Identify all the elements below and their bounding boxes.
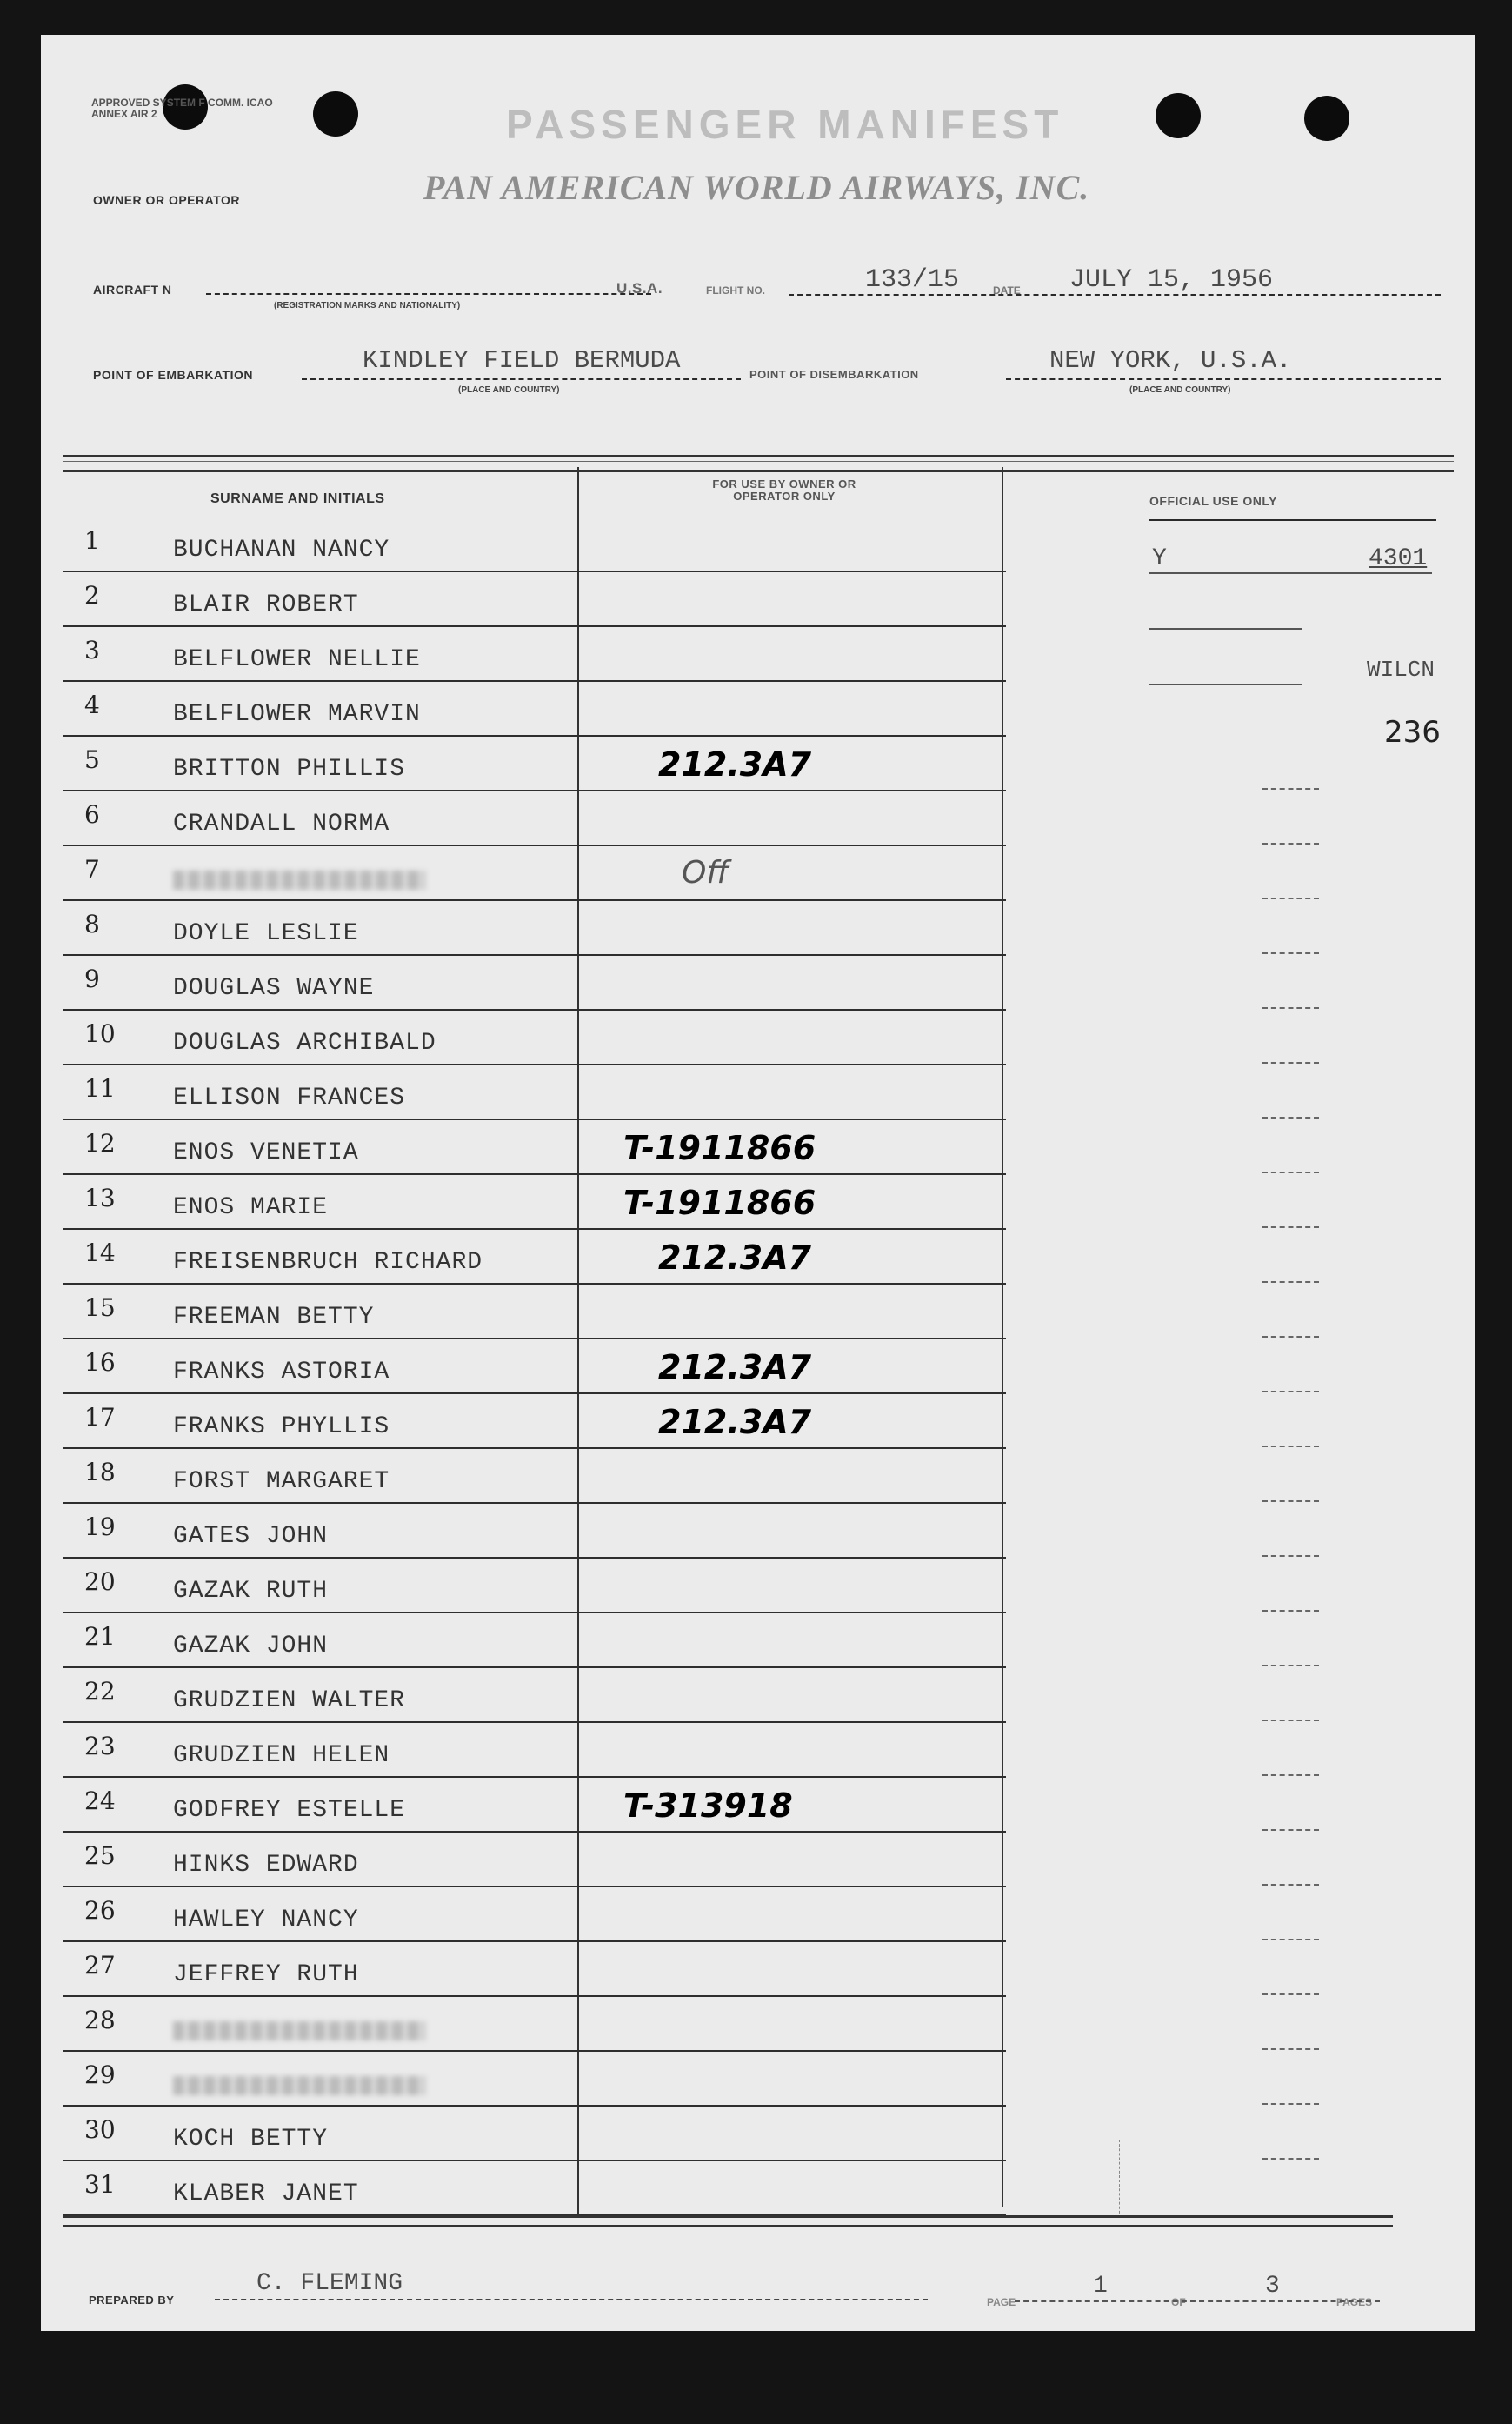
official-tick xyxy=(1262,1172,1319,1173)
official-tick xyxy=(1262,1993,1319,1995)
company-name: PAN AMERICAN WORLD AIRWAYS, INC. xyxy=(423,168,1090,207)
passenger-name: FRANKS PHYLLIS xyxy=(173,1413,390,1440)
official-236: 236 xyxy=(1384,715,1441,750)
date-label: DATE xyxy=(993,284,1021,297)
passenger-name: FREEMAN BETTY xyxy=(173,1304,375,1331)
official-tick xyxy=(1262,2158,1319,2160)
official-tick xyxy=(1262,843,1319,845)
approval-stamp: APPROVED SYSTEM F COMM. ICAO ANNEX AIR 2 xyxy=(91,97,273,120)
passenger-name: ENOS MARIE xyxy=(173,1194,329,1221)
official-tick xyxy=(1262,1117,1319,1119)
row-number: 19 xyxy=(84,1512,116,1541)
passenger-name: BELFLOWER NELLIE xyxy=(173,646,421,673)
official-tick xyxy=(1262,1829,1319,1831)
row-divider xyxy=(63,1392,1006,1394)
passenger-name: DOYLE LESLIE xyxy=(173,920,359,947)
footer-rule xyxy=(63,2215,1393,2227)
passenger-name: BRITTON PHILLIS xyxy=(173,756,406,783)
passenger-name: HAWLEY NANCY xyxy=(173,1906,359,1933)
official-tick xyxy=(1262,1336,1319,1338)
punch-hole xyxy=(1156,93,1201,138)
row-number: 29 xyxy=(84,2060,116,2089)
punch-hole xyxy=(313,91,358,137)
passenger-name: DOUGLAS ARCHIBALD xyxy=(173,1030,436,1057)
official-tick xyxy=(1262,1665,1319,1666)
official-tick xyxy=(1262,1774,1319,1776)
official-tick xyxy=(1262,1500,1319,1502)
passenger-name: GRUDZIEN WALTER xyxy=(173,1687,406,1714)
official-tick xyxy=(1262,1939,1319,1940)
passenger-name: ENOS VENETIA xyxy=(173,1139,359,1166)
row-number: 8 xyxy=(84,910,100,938)
header-rule-inner xyxy=(63,461,1454,462)
official-tick xyxy=(1262,1226,1319,1228)
passenger-name: GAZAK RUTH xyxy=(173,1578,329,1605)
row-number: 31 xyxy=(84,2170,116,2199)
row-number: 28 xyxy=(84,2006,116,2034)
row-number: 3 xyxy=(84,636,100,664)
official-tick xyxy=(1262,1391,1319,1392)
official-line xyxy=(1149,519,1436,521)
official-tick xyxy=(1262,898,1319,899)
redacted-name xyxy=(173,2076,425,2095)
official-tick xyxy=(1262,1555,1319,1557)
column-divider xyxy=(577,467,579,2215)
aircraft-line xyxy=(206,293,651,295)
row-divider xyxy=(63,2160,1006,2161)
passenger-name: FORST MARGARET xyxy=(173,1468,390,1495)
row-divider xyxy=(63,1776,1006,1778)
official-line xyxy=(1149,684,1302,685)
row-divider xyxy=(63,1666,1006,1668)
row-divider xyxy=(63,1612,1006,1613)
passenger-name: ELLISON FRANCES xyxy=(173,1085,406,1112)
aircraft-sub: (REGISTRATION MARKS AND NATIONALITY) xyxy=(274,301,461,311)
row-divider xyxy=(63,1831,1006,1833)
passenger-name: BUCHANAN NANCY xyxy=(173,537,390,564)
row-number: 18 xyxy=(84,1458,116,1486)
aircraft-label: AIRCRAFT N xyxy=(93,283,172,297)
official-y: Y xyxy=(1152,545,1167,572)
column-owner-use: FOR USE BY OWNER OR OPERATOR ONLY xyxy=(712,477,856,503)
official-tick xyxy=(1262,2103,1319,2105)
passenger-name: HINKS EDWARD xyxy=(173,1852,359,1879)
passenger-name: GATES JOHN xyxy=(173,1523,329,1550)
row-divider xyxy=(63,1940,1006,1942)
row-divider xyxy=(63,625,1006,627)
operator-note: Off xyxy=(682,855,729,891)
operator-note: 212.3A7 xyxy=(658,745,812,784)
row-number: 13 xyxy=(84,1184,116,1212)
owner-label: OWNER OR OPERATOR xyxy=(93,193,240,207)
row-divider xyxy=(63,899,1006,901)
row-divider xyxy=(63,1886,1006,1887)
passenger-name: BLAIR ROBERT xyxy=(173,591,359,618)
official-tick xyxy=(1262,1884,1319,1886)
manifest-sheet xyxy=(41,35,1475,2331)
row-divider xyxy=(63,1557,1006,1559)
official-tick xyxy=(1262,1281,1319,1283)
embarkation-sub: (PLACE AND COUNTRY) xyxy=(458,385,560,395)
passenger-name: FREISENBRUCH RICHARD xyxy=(173,1249,483,1276)
official-line xyxy=(1149,572,1432,574)
official-wilcn: WILCN xyxy=(1367,657,1435,683)
row-number: 6 xyxy=(84,800,100,829)
row-number: 12 xyxy=(84,1129,116,1158)
page-label: PAGE xyxy=(987,2296,1016,2308)
row-divider xyxy=(63,1228,1006,1230)
header-rule xyxy=(63,455,1454,472)
row-divider xyxy=(63,2050,1006,2052)
passenger-name: GRUDZIEN HELEN xyxy=(173,1742,390,1769)
passenger-name: JEFFREY RUTH xyxy=(173,1961,359,1988)
operator-note: 212.3A7 xyxy=(658,1239,812,1277)
usa-label: U.S.A. xyxy=(616,280,663,297)
row-number: 1 xyxy=(84,526,100,555)
disembarkation-label: POINT OF DISEMBARKATION xyxy=(749,368,919,381)
row-divider xyxy=(63,1502,1006,1504)
flight-number: 133/15 xyxy=(865,265,960,295)
official-tick xyxy=(1262,1720,1319,1721)
row-number: 11 xyxy=(84,1074,116,1103)
column-divider xyxy=(1119,2140,1120,2218)
passenger-name: DOUGLAS WAYNE xyxy=(173,975,375,1002)
official-line xyxy=(1149,628,1302,630)
row-divider xyxy=(63,790,1006,791)
page-total: 3 xyxy=(1265,2273,1280,2300)
row-number: 7 xyxy=(84,855,100,884)
passenger-name: GODFREY ESTELLE xyxy=(173,1797,406,1824)
prepared-by: C. FLEMING xyxy=(256,2270,403,2297)
official-tick xyxy=(1262,1610,1319,1612)
row-number: 5 xyxy=(84,745,100,774)
passenger-name: CRANDALL NORMA xyxy=(173,811,390,838)
row-divider xyxy=(63,1009,1006,1011)
official-number: 4301 xyxy=(1369,545,1428,572)
punch-hole xyxy=(1304,96,1349,141)
disembarkation-sub: (PLACE AND COUNTRY) xyxy=(1129,385,1231,395)
page-line xyxy=(1015,2300,1380,2302)
row-number: 4 xyxy=(84,691,100,719)
row-divider xyxy=(63,571,1006,572)
row-number: 26 xyxy=(84,1896,116,1925)
row-number: 10 xyxy=(84,1019,116,1048)
row-divider xyxy=(63,1173,1006,1175)
row-number: 21 xyxy=(84,1622,116,1651)
prepared-line xyxy=(215,2299,928,2300)
passenger-name: KLABER JANET xyxy=(173,2180,359,2207)
row-divider xyxy=(63,954,1006,956)
row-divider xyxy=(63,1283,1006,1285)
row-number: 15 xyxy=(84,1293,116,1322)
row-number: 24 xyxy=(84,1786,116,1815)
flight-line xyxy=(789,294,1441,296)
pages-label: PAGES xyxy=(1336,2296,1373,2308)
column-divider xyxy=(1002,467,1003,2207)
row-divider xyxy=(63,845,1006,846)
passenger-name: KOCH BETTY xyxy=(173,2126,329,2153)
row-number: 14 xyxy=(84,1239,116,1267)
operator-note: T-1911866 xyxy=(623,1129,816,1167)
redacted-name xyxy=(173,871,425,890)
row-number: 20 xyxy=(84,1567,116,1596)
row-number: 9 xyxy=(84,965,100,993)
row-divider xyxy=(63,2105,1006,2107)
row-divider xyxy=(63,1721,1006,1723)
embarkation-label: POINT OF EMBARKATION xyxy=(93,368,253,382)
embarkation-value: KINDLEY FIELD BERMUDA xyxy=(363,346,681,375)
embarkation-line xyxy=(302,378,741,380)
passenger-name: BELFLOWER MARVIN xyxy=(173,701,421,728)
row-number: 17 xyxy=(84,1403,116,1432)
official-tick xyxy=(1262,2048,1319,2050)
column-surname: SURNAME AND INITIALS xyxy=(210,491,385,506)
passenger-name: GAZAK JOHN xyxy=(173,1633,329,1659)
row-divider xyxy=(63,680,1006,682)
row-number: 25 xyxy=(84,1841,116,1870)
row-number: 23 xyxy=(84,1732,116,1760)
of-label: OF xyxy=(1171,2296,1186,2308)
page-number: 1 xyxy=(1093,2273,1108,2300)
row-divider xyxy=(63,1447,1006,1449)
row-number: 22 xyxy=(84,1677,116,1706)
row-number: 27 xyxy=(84,1951,116,1980)
disembarkation-line xyxy=(1006,378,1441,380)
row-divider xyxy=(63,1064,1006,1065)
operator-note: T-1911866 xyxy=(623,1184,816,1222)
redacted-name xyxy=(173,2021,425,2040)
official-tick xyxy=(1262,952,1319,954)
row-divider xyxy=(63,1338,1006,1339)
operator-note: T-313918 xyxy=(623,1786,793,1825)
row-divider xyxy=(63,735,1006,737)
official-tick xyxy=(1262,1062,1319,1064)
row-number: 30 xyxy=(84,2115,116,2144)
prepared-label: PREPARED BY xyxy=(89,2294,175,2307)
row-number: 16 xyxy=(84,1348,116,1377)
row-number: 2 xyxy=(84,581,100,610)
operator-note: 212.3A7 xyxy=(658,1348,812,1386)
column-official: OFFICIAL USE ONLY xyxy=(1149,494,1277,508)
flight-date: JULY 15, 1956 xyxy=(1069,265,1274,295)
page-title: PASSENGER MANIFEST xyxy=(506,102,1064,147)
flight-label: FLIGHT NO. xyxy=(706,284,765,297)
operator-note: 212.3A7 xyxy=(658,1403,812,1441)
official-tick xyxy=(1262,788,1319,790)
official-tick xyxy=(1262,1446,1319,1447)
passenger-name: FRANKS ASTORIA xyxy=(173,1359,390,1386)
row-divider xyxy=(63,1995,1006,1997)
row-divider xyxy=(63,1119,1006,1120)
official-tick xyxy=(1262,1007,1319,1009)
disembarkation-value: NEW YORK, U.S.A. xyxy=(1049,346,1292,375)
